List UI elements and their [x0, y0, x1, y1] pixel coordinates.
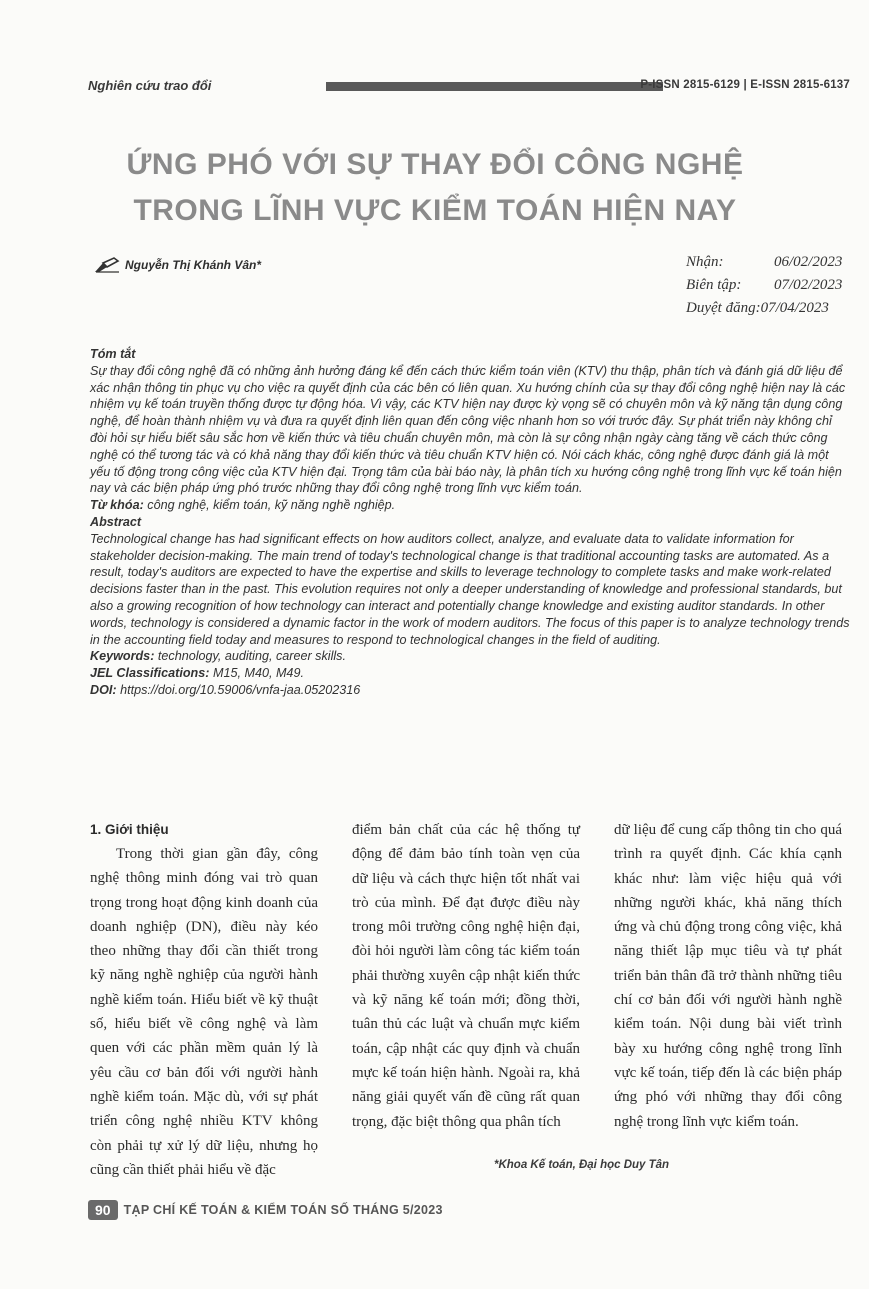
title-line-2: TRONG LĨNH VỰC KIỂM TOÁN HIỆN NAY: [133, 194, 737, 227]
running-header: [88, 78, 850, 96]
page-number: 90: [88, 1200, 118, 1220]
title-line-1: ỨNG PHÓ VỚI SỰ THAY ĐỔI CÔNG NGHỆ: [126, 148, 744, 181]
edited-date: 07/02/2023: [774, 277, 843, 293]
abstract-keywords: technology, auditing, career skills.: [157, 649, 346, 664]
summary-keywords: công nghệ, kiểm toán, kỹ năng nghề nghiệp.: [147, 498, 396, 513]
page-footer: [88, 1200, 443, 1220]
section-heading: 1. Giới thiệu: [90, 822, 169, 837]
section-label: Nghiên cứu trao đổi: [88, 78, 212, 93]
body-column-1: [90, 818, 318, 1182]
article-title: [60, 142, 810, 234]
doi-label: DOI:: [90, 682, 117, 697]
received-date: 06/02/2023: [774, 254, 843, 270]
abstract-heading: Abstract: [90, 514, 142, 529]
jel-label: JEL Classifications:: [90, 666, 210, 681]
author-line: [94, 257, 261, 273]
body-paragraph: dữ liệu để cung cấp thông tin cho quá trình ra quyết định. Các khía cạnh khác như: làm việc hiệu quả với những người khác, khả năng thích ứng và chủ động trong công việc, khả năng thiết lập mục tiêu và tự phát triển bản thân đã trở thành những tiêu chí cơ bản đối với người hành nghề kiểm toán. Nội dung bài viết trình bày xu hướng công nghệ trong lĩnh vực kế toán, tiếp đến là các biện pháp ứng phó với những thay đổi công nghệ trong lĩnh vực kiểm toán.: [614, 822, 842, 1130]
approved-date: 07/04/2023: [760, 300, 829, 316]
abstract-block: [90, 346, 852, 699]
doi-link[interactable]: https://doi.org/10.59006/vnfa-jaa.05202316: [120, 682, 361, 697]
abstract-text: Technological change has had significant effects on how auditors collect, analyze, and evaluate data to validate information for stakeholder decision-making. The main trend of today's technological change is that traditional accounting tasks are automated. As a result, today's auditors are expected to have the expertise and skills to leverage technology to complete tasks and make work-related decisions faster than in the past. This evolution requires not only a deeper understanding of knowledge and professional standards, but also a growing recognition of how technology can interact and potentially change knowledge and existing auditor standards. In other words, technology is considered a dynamic factor in the work of modern auditors. The focus of this paper is to analyze technology trends in the accounting field today and measures to respond to technological changes in the field of auditing.: [90, 531, 850, 647]
body-column-3: [614, 818, 842, 1134]
summary-text: Sự thay đổi công nghệ đã có những ảnh hưởng đáng kể đến cách thức kiểm toán viên (KTV) thu thập, phân tích và đánh giá dữ liệu để xác nhận thông tin phục vụ cho việc ra quyết định của các bên có liên quan. Xu hướng chính của sự thay đổi công nghệ hiện nay là các nhiệm vụ kế toán truyền thống được tự động hóa. Vì vậy, các KTV hiện nay được kỳ vọng sẽ có chuyên môn và kỹ năng tận dụng công nghệ, để hoàn thành nhiệm vụ và đưa ra quyết định liên quan đến công việc nhanh hơn so với trước đây. Sự phát triển này không chỉ đòi hỏi sự hiểu biết sâu sắc hơn về kiến thức và tiêu chuẩn chuyên môn, mà còn là sự công nhận ngày càng tăng về cách thức công nghệ có thể tương tác và có khả năng thay đổi kiến thức và tiêu chuẩn KTV hiện có. Nói cách khác, công nghệ được đánh giá là một yếu tố động trong công việc của KTV hiện đại. Trọng tâm của bài báo này, là phân tích xu hướng công nghệ trong lĩnh vực kế toán hiện nay và các biện pháp ứng phó trước những thay đổi công nghệ trong lĩnh vực kiểm toán.: [90, 363, 846, 496]
jel-codes: M15, M40, M49.: [212, 666, 304, 681]
summary-keywords-label: Từ khóa:: [90, 498, 144, 513]
header-bar: [326, 82, 663, 91]
pen-icon: [94, 257, 120, 273]
body-paragraph: điểm bản chất của các hệ thống tự động để đảm bảo tính toàn vẹn của dữ liệu và cách thực hiện tốt nhất vai trò của mình. Để đạt được điều này trong môi trường công nghệ hiện đại, đòi hỏi người làm công tác kiểm toán phải thường xuyên cập nhật kiến thức và kỹ năng kế toán mới; đồng thời, tuân thủ các luật và chuẩn mực kiểm toán, cập nhật các quy định và chuẩn mực kế toán hiện hành. Ngoài ra, khả năng giải quyết vấn đề cũng rất quan trọng, đặc biệt thông qua phân tích: [352, 822, 580, 1130]
body-column-2: [352, 818, 580, 1134]
issn-label: P-ISSN 2815-6129 | E-ISSN 2815-6137: [640, 79, 850, 91]
journal-name: TẠP CHÍ KẾ TOÁN & KIỂM TOÁN SỐ THÁNG 5/2023: [123, 1203, 443, 1217]
approved-label: Duyệt đăng:: [686, 300, 761, 316]
author-affiliation: *Khoa Kế toán, Đại học Duy Tân: [494, 1159, 670, 1171]
body-paragraph: Trong thời gian gần đây, công nghệ thông minh đóng vai trò quan trọng trong hoạt động kinh doanh của doanh nghiệp (DN), điều này kéo theo những thay đổi cần thiết trong kỹ năng nghề nghiệp của người hành nghề kiểm toán. Hiểu biết về kỹ thuật số, hiểu biết về công nghệ và làm quen với các phần mềm quản lý là yêu cầu cơ bản đối với người hành nghề kiểm toán. Mặc dù, với sự phát triển công nghệ nhiều KTV không còn phải tự xử lý dữ liệu, nhưng họ cũng cần thiết phải hiểu về đặc: [90, 846, 318, 1178]
edited-label: Biên tập:: [686, 277, 742, 293]
received-label: Nhận:: [686, 254, 724, 270]
abstract-keywords-label: Keywords:: [90, 649, 155, 664]
author-name: Nguyễn Thị Khánh Vân*: [125, 258, 262, 272]
summary-heading: Tóm tắt: [90, 347, 136, 361]
article-dates: [686, 251, 842, 320]
